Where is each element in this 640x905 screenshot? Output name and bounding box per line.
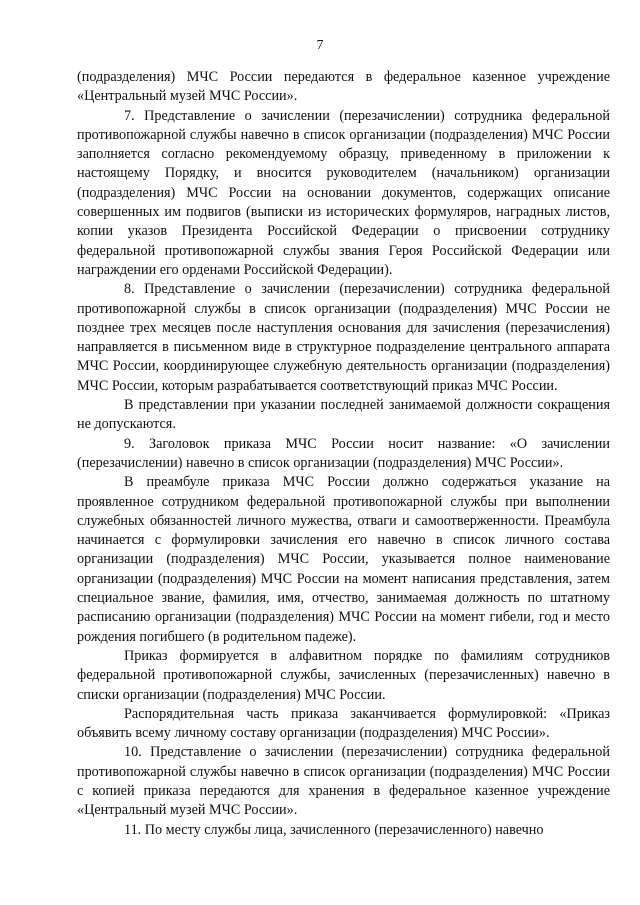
paragraph-item-10: 10. Представление о зачислении (перезачислении) сотрудника федеральной противопожарной службы навечно в список организации (подразделения) МЧС России с копией приказа передаются для хранения в федеральное казенное учреждение «Центральный музей МЧС России». bbox=[77, 744, 610, 819]
paragraph-item-11: 11. По месту службы лица, зачисленного (перезачисленного) навечно bbox=[124, 821, 544, 838]
paragraph-preamble: В преамбуле приказа МЧС России должно содержаться указание на проявленное сотрудником федеральной противопожарной службы при выполнении служебных обязанностей личного мужества, отваги и самоотверженности. Преамбула начинается с формулировки зачисления его навечно в список личного состава организации (подразделения) МЧС России, указывается полное наименование организации (подразделения) МЧС России на момент написания представления, затем специальное звание, фамилия, имя, отчество, занимаемая должность по штатному расписанию организации (подразделения) МЧС России на момент гибели, год и место рождения погибшего (в родительном падеже). bbox=[77, 474, 610, 645]
page-number: 7 bbox=[316, 38, 324, 53]
paragraph-operative-part: Распорядительная часть приказа заканчивается формулировкой: «Приказ объявить всему личному составу организации (подразделения) МЧС России». bbox=[77, 705, 610, 742]
paragraph-alphabetical-order: Приказ формируется в алфавитном порядке по фамилиям сотрудников федеральной противопожарной службы, зачисленных (перезачисленных) навечно в списки организации (подразделения) МЧС России. bbox=[77, 647, 610, 703]
document-body bbox=[77, 68, 610, 840]
paragraph-item-8: 8. Представление о зачислении (перезачислении) сотрудника федеральной противопожарной службы в список организации (подразделения) МЧС России не позднее трех месяцев после наступления основания для зачисления (перезачисления) направляется в письменном виде в структурное подразделение центрального аппарата МЧС России, координирующее служебную деятельность организации (подразделения) МЧС России, которым разрабатывается соответствующий приказ МЧС России. bbox=[77, 281, 610, 394]
paragraph-item-9: 9. Заголовок приказа МЧС России носит название: «О зачислении (перезачислении) навечно в список организации (подразделения) МЧС России». bbox=[77, 435, 610, 471]
paragraph-item-7: 7. Представление о зачислении (перезачислении) сотрудника федеральной противопожарной службы навечно в список организации (подразделения) МЧС России заполняется согласно рекомендуемому образцу, приведенному в приложении к настоящему Порядку, и вносится руководителем (начальником) организации (подразделения) МЧС России на основании документов, содержащих описание совершенных им подвигов (выписки из исторических формуляров, наградных листов, копии указов Президента Российской Федерации о присвоении сотруднику федеральной противопожарной службы звания Героя Российской Федерации или награждении его орденами Российской Федерации). bbox=[77, 107, 610, 278]
paragraph-continuation: (подразделения) МЧС России передаются в федеральное казенное учреждение «Центральный музей МЧС России». bbox=[77, 69, 610, 105]
paragraph-abbreviations-note: В представлении при указании последней занимаемой должности сокращения не допускаются. bbox=[77, 397, 610, 433]
